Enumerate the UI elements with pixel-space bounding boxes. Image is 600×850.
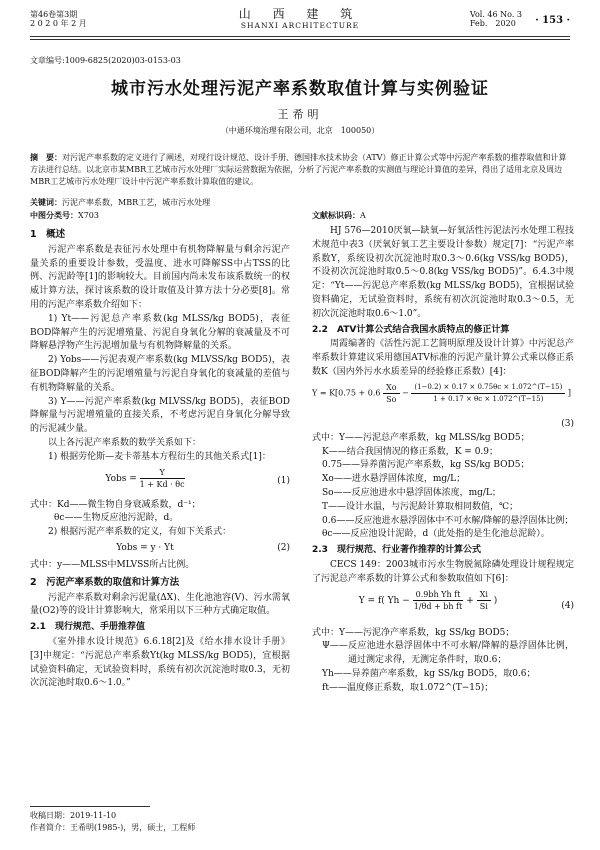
equation-number: (2) xyxy=(277,542,290,553)
paper-title: 城市污水处理污泥产率系数取值计算与实例验证 xyxy=(111,79,489,99)
bracket: ) xyxy=(493,595,498,606)
fraction xyxy=(477,589,491,612)
paragraph: 污泥产率系数是表征污水处理中有机物降解量与剩余污泥产量关系的重要设计参数，受温度、进水可降解SS中占TSS的比例、污泥龄等[1]的影响较大。目前国内尚未发布该系数统一的权威计算方法，探讨该系数的设计取值及计算方法十分必要[8]。常用的污泥产率系数介绍如下： xyxy=(30,244,290,310)
article-number: 文章编号:1009-6825(2020)03-0153-03 xyxy=(30,56,181,65)
date-en: Feb. 2020 xyxy=(469,19,516,28)
definition-item: 式中：Y——污泥总产率系数，kg MLSS/kg BOD5； xyxy=(312,432,530,443)
issue-info-en xyxy=(470,10,522,28)
equation-2 xyxy=(30,542,290,557)
section-heading: 1 概述 xyxy=(30,229,66,240)
received-date: 收稿日期：2019-11-10 xyxy=(30,811,117,820)
section-heading: 2 污泥产率系数的取值和计算方法 xyxy=(30,576,180,588)
paragraph: 3) Y——污泥产率系数(kg MLVSS/kg BOD5)，表征BOD降解量与污泥增殖量的直接关系，不考虑污泥自身氧化分解导致的污泥减少量。 xyxy=(30,396,290,435)
keywords-label: 关键词： xyxy=(30,197,62,207)
running-header xyxy=(30,8,570,36)
fraction xyxy=(140,467,185,490)
left-column xyxy=(30,225,290,691)
doc-code-value: A xyxy=(360,211,366,220)
denominator: 1/θd + bh ft xyxy=(413,601,463,611)
definition-item: K——结合我国情况的修正系数，K = 0.9； xyxy=(322,446,499,457)
abstract-text: 对污泥产率系数的定义进行了阐述，对现行设计规范、设计手册、德国排水技术协会（ATV）修正计算公式等中污泥产率系数的推荐取值和计算方法进行总结。以北京市某MBR工艺城市污水处理厂实际运营数据为依据，分析了污泥产率系数的实测值与理论计算值的差异，得出了适用北京及周边MBR工艺城市污水处理厂设计中污泥产率系数计算取值的建议。 xyxy=(30,153,567,186)
subsection-heading: 2.2 ATV计算公式结合我国水质特点的修正计算 xyxy=(312,324,510,335)
numerator: (1−0.2) × 0.17 × 0.75θc × 1.072^(T−15) xyxy=(411,382,565,394)
operator: − xyxy=(402,388,409,398)
abstract xyxy=(30,152,570,187)
numerator: Xo xyxy=(383,382,400,394)
paragraph: 以上各污泥产率系数的数学关系如下： xyxy=(48,437,202,448)
denominator: 1 + 0.17 × θc × 1.072^(T−15) xyxy=(433,394,544,403)
equation-3 xyxy=(312,382,574,416)
paragraph: 2) Yobs——污泥表观产率系数(kg MLVSS/kg BOD5)，表征BOD降解产生的污泥增殖量与污泥自身氧化的衰减量的差值与有机物降解量的关系。 xyxy=(30,355,290,393)
definition: 式中：y——MLSS中MLVSS所占比例。 xyxy=(30,559,195,570)
definition-list xyxy=(312,627,574,696)
numerator: Y xyxy=(140,467,185,479)
numerator: Xi xyxy=(477,589,491,601)
equation-lhs: Y = f( Yh − xyxy=(358,595,410,606)
equation-lhs: Yobs = xyxy=(105,473,137,484)
equation-number: (4) xyxy=(561,600,574,611)
denominator: So xyxy=(386,394,397,404)
right-column xyxy=(312,225,574,696)
denominator: Si xyxy=(479,601,488,611)
volume-cn: 第46卷第3期 xyxy=(30,10,78,19)
definition-item: So——反应池进水中悬浮固体浓度，mg/L； xyxy=(322,487,501,498)
equation-1 xyxy=(30,467,290,497)
definition: 式中：Kd——微生物自身衰减系数，d⁻¹； xyxy=(30,499,201,510)
fraction xyxy=(413,589,464,612)
keywords xyxy=(30,197,570,209)
bracket: ] xyxy=(567,388,572,398)
date-cn: 2 0 2 0 年 2 月 xyxy=(30,19,87,28)
definition-item: θc——反应池设计泥龄，d（此处指的是生化池总泥龄）。 xyxy=(322,529,550,540)
definition-item: Ψ——反应池进水悬浮固体中不可水解/降解的悬浮固体比例，通过测定求得，无测定条件时，取0.6； xyxy=(322,641,574,666)
header-rule-thin xyxy=(30,39,570,40)
paragraph: 1) 根据劳伦斯—麦卡蒂基本方程衍生的其他关系式[1]： xyxy=(48,451,271,462)
keywords-text: 污泥产率系数，MBR工艺，城市污水处理 xyxy=(62,198,211,207)
equation-number: (1) xyxy=(277,475,290,486)
definition-list xyxy=(312,432,574,542)
paragraph: CECS 149：2003城市污水生物脱氮除磷处理设计规程规定了污泥总产率系数的计算公式和参数取值如下[6]： xyxy=(312,559,574,584)
fraction xyxy=(383,382,400,405)
fraction xyxy=(411,382,565,405)
paragraph: 《室外排水设计规范》6.6.18[2]及《给水排水设计手册》[3]中规定：“污泥总产率系数Yt(kg MLSS/kg BOD5)，宜根据试验资料确定，无试验资料时，系统有初次沉淀池时取0.3，无初次沉淀池时取0.6～1.0。” xyxy=(30,636,290,689)
author-name: 王希明 xyxy=(277,108,323,121)
operator: + xyxy=(466,595,474,606)
classification xyxy=(30,210,570,222)
footnote xyxy=(30,810,290,834)
affiliation: （中通环境治理有限公司，北京 100050） xyxy=(220,126,380,135)
journal-name-cn: 山 西 建 筑 xyxy=(238,7,362,21)
definition-item: 0.6——反应池进水悬浮固体中不可水解/降解的悬浮固体比例； xyxy=(322,515,574,526)
abstract-label: 摘 要： xyxy=(30,152,62,162)
equation-number: (3) xyxy=(561,418,574,429)
denominator: 1 + Kd · θc xyxy=(139,479,185,489)
clc-label: 中图分类号： xyxy=(30,210,78,220)
footnote-rule xyxy=(30,806,150,807)
subsection-heading: 2.3 现行规范、行业著作推荐的计算公式 xyxy=(312,545,481,556)
equation-lhs: Y = K[0.75 + 0.6 xyxy=(312,388,381,398)
equation-body: Yobs = y · Yt xyxy=(116,542,174,553)
paragraph: HJ 576—2010厌氧—缺氧—好氧活性污泥法污水处理工程技术规范中表3（厌氧好氧工艺主要设计参数）规定[7]：“污泥产率系数Y，系统设初次沉淀池时取0.3～0.6(kg VSS/kg BOD5)，不设初次沉淀池时取0.5～0.8(kg VSS/kg BOD5)”。6.4.3中规定：“Yt——污泥总产率系数(kg MLSS/kg BOD5)，宜根据试验资料确定，无试验资料时，系统有初次沉淀池时取0.3～0.5，无初次沉淀池时取0.6～1.0”。 xyxy=(312,226,574,319)
definition-item: 0.75——异养菌污泥产率系数，kg SS/kg BOD5； xyxy=(322,460,530,471)
definition-item: T——设计水温，与污泥龄计算取相同数值，℃； xyxy=(322,501,519,512)
definition-item: 式中：Y——污泥净产率系数，kg SS/kg BOD5； xyxy=(312,627,515,638)
volume-en: Vol. 46 No. 3 xyxy=(469,10,522,19)
clc-value: X703 xyxy=(78,211,99,220)
paragraph: 1) Yt——污泥总产率系数(kg MLSS/kg BOD5)，表征BOD降解产生的污泥增殖量、污泥自身氧化分解的衰减量及不可降解悬浮物产生污泥增加量与有机物降解量的关系。 xyxy=(30,313,290,352)
header-rule xyxy=(30,36,570,37)
equation-4 xyxy=(312,589,574,625)
paragraph: 周霞编著的《活性污泥工艺简明原理及设计计算》中污泥总产率系数计算建议采用德国ATV标准的污泥产量计算公式乘以修正系数K（国内外污水水质差异的经验修正系数）[4]： xyxy=(312,339,574,377)
paragraph: 污泥产率系数对剩余污泥量(ΔX)、生化池池容(V)、污水需氧量(O2)等的设计计算影响大，常采用以下三种方式确定取值。 xyxy=(30,592,290,617)
subsection-heading: 2.1 现行规范、手册推荐值 xyxy=(30,622,145,633)
definition-item: Xo——进水悬浮固体浓度，mg/L； xyxy=(322,474,466,485)
definition-item: ft——温度修正系数，取1.072^(T−15)； xyxy=(322,682,494,693)
definition: θc——生物反应池污泥龄，d。 xyxy=(54,513,179,524)
journal-name-en: SHANXI ARCHITECTURE xyxy=(240,21,360,30)
doc-code-label: 文献标识码： xyxy=(312,210,360,220)
numerator: 0.9bh Yh ft xyxy=(413,589,464,601)
author-bio: 作者简介：王希明(1985-)，男，硕士，工程师 xyxy=(30,823,196,832)
page-number: · 153 · xyxy=(535,15,570,26)
paragraph: 2) 根据污泥产率系数的定义，有如下关系式： xyxy=(48,527,232,538)
definition-item: Yh——异养菌产率系数，kg SS/kg BOD5，取0.6； xyxy=(322,668,536,679)
